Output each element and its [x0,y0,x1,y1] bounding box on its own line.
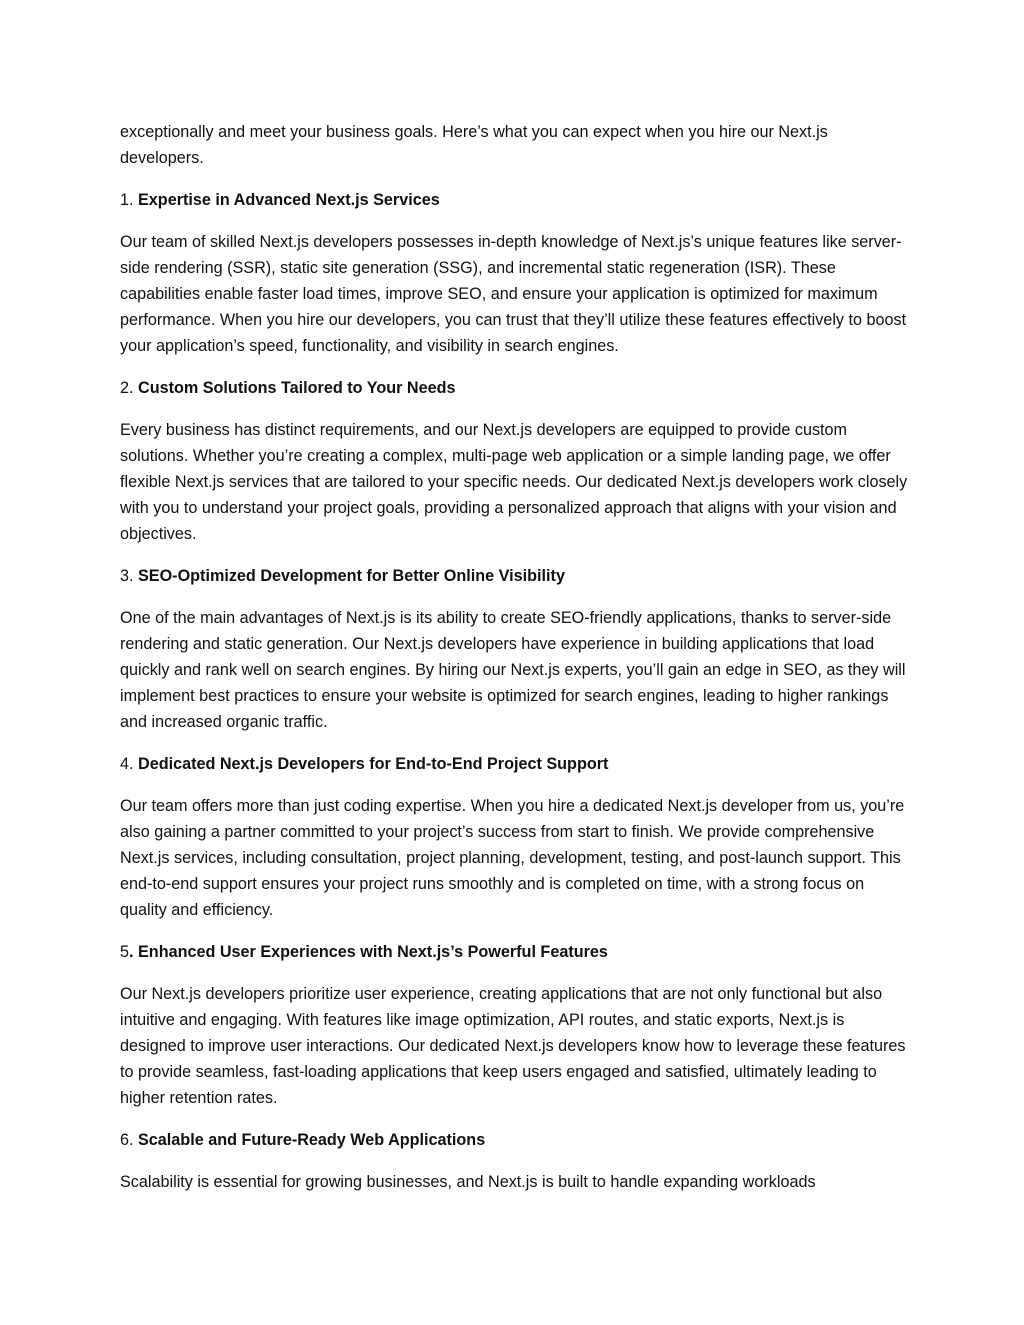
intro-paragraph: exceptionally and meet your business goals. Here’s what you can expect when you hire our Next.js developers. [120,123,828,167]
section-number: 6. [120,1131,138,1149]
section-heading-5 [120,939,910,965]
section-number: 2. [120,379,138,397]
section-title: Custom Solutions Tailored to Your Needs [138,379,456,397]
section-number: 3. [120,567,138,585]
section-number: 1. [120,191,138,209]
section-number: 4. [120,755,138,773]
section-title: Dedicated Next.js Developers for End-to-End Project Support [138,755,609,773]
section-body-2: Every business has distinct requirements, and our Next.js developers are equipped to provide custom solutions. Whether you’re creating a complex, multi-page web application or a simple landing page, we offer flexible Next.js services that are tailored to your specific needs. Our dedicated Next.js developers work closely with you to understand your project goals, providing a personalized approach that aligns with your vision and objectives. [120,421,908,543]
section-heading-4 [120,751,910,777]
section-heading-2 [120,375,910,401]
section-heading-3 [120,563,910,589]
section-body-1: Our team of skilled Next.js developers possesses in-depth knowledge of Next.js’s unique features like server-side rendering (SSR), static site generation (SSG), and incremental static regeneration (ISR). These capabilities enable faster load times, improve SEO, and ensure your application is optimized for maximum performance. When you hire our developers, you can trust that they’ll utilize these features effectively to boost your application’s speed, functionality, and visibility in search engines. [120,233,907,355]
section-body-3: One of the main advantages of Next.js is its ability to create SEO-friendly applications, thanks to server-side rendering and static generation. Our Next.js developers have experience in building applications that load quickly and rank well on search engines. By hiring our Next.js experts, you’ll gain an edge in SEO, as they will implement best practices to ensure your website is optimized for search engines, leading to higher rankings and increased organic traffic. [120,609,906,731]
section-title: SEO-Optimized Development for Better Online Visibility [138,567,565,585]
section-number: 5 [120,943,130,961]
section-title: . Enhanced User Experiences with Next.js’s Powerful Features [129,943,608,961]
section-title: Scalable and Future-Ready Web Applications [138,1131,486,1149]
section-body-5: Our Next.js developers prioritize user experience, creating applications that are not only functional but also intuitive and engaging. With features like image optimization, API routes, and static exports, Next.js is designed to improve user interactions. Our dedicated Next.js developers know how to leverage these features to provide seamless, fast-loading applications that keep users engaged and satisfied, ultimately leading to higher retention rates. [120,985,906,1107]
section-heading-1 [120,187,910,213]
document-page [120,119,910,1211]
section-heading-6 [120,1127,910,1153]
section-title: Expertise in Advanced Next.js Services [138,191,440,209]
section-body-4: Our team offers more than just coding expertise. When you hire a dedicated Next.js developer from us, you’re also gaining a partner committed to your project’s success from start to finish. We provide comprehensive Next.js services, including consultation, project planning, development, testing, and post-launch support. This end-to-end support ensures your project runs smoothly and is completed on time, with a strong focus on quality and efficiency. [120,797,905,919]
section-body-6: Scalability is essential for growing businesses, and Next.js is built to handle expanding workloads [120,1173,816,1191]
